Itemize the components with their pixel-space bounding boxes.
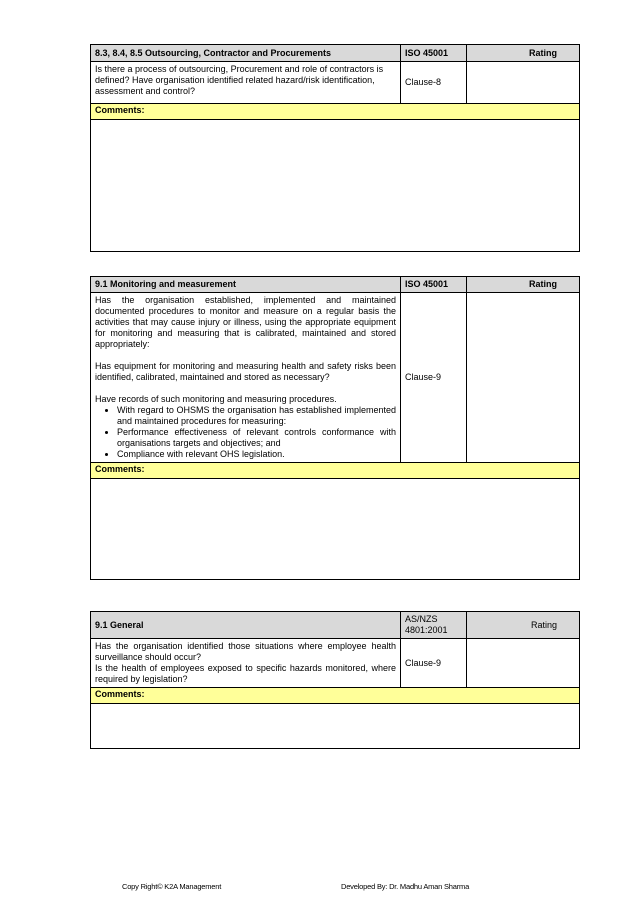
question-text: Is there a process of outsourcing, Procurement and role of contractors is defined? Have organisation identified related hazard/risk identification, assessment and control? <box>91 62 401 104</box>
comments-label: Comments: <box>91 463 580 479</box>
rating-label: Rating <box>467 612 580 639</box>
clause-label: Clause-9 <box>401 639 467 688</box>
footer-developer: Developed By: Dr. Madhu Aman Sharma <box>341 882 470 891</box>
section-title: 9.1 General <box>91 612 401 639</box>
section-title: 8.3, 8.4, 8.5 Outsourcing, Contractor and Procurements <box>91 45 401 62</box>
comments-label: Comments: <box>91 104 580 120</box>
comments-label: Comments: <box>91 688 580 704</box>
section-outsourcing-table <box>90 44 580 252</box>
standard-label <box>401 612 467 639</box>
bullet-list <box>95 405 396 460</box>
footer-copyright: Copy Right© K2A Management <box>122 882 222 891</box>
section-monitoring-table <box>90 276 580 580</box>
rating-cell[interactable] <box>467 62 580 104</box>
question-text <box>91 639 401 688</box>
question-para-1: Has the organisation identified those situations where employee health surveillance should occur? <box>95 641 396 662</box>
section-title: 9.1 Monitoring and measurement <box>91 277 401 293</box>
question-text <box>91 293 401 463</box>
comments-area[interactable] <box>91 704 580 749</box>
list-item: • With regard to OHSMS the organisation has established implemented and maintained procedures for measuring: <box>117 405 396 427</box>
list-item: • Performance effectiveness of relevant controls conformance with organisations targets and objectives; and <box>117 427 396 449</box>
question-para-3: Have records of such monitoring and measuring procedures. <box>95 394 337 404</box>
rating-cell[interactable] <box>467 639 580 688</box>
question-para-2: Is the health of employees exposed to specific hazards monitored, where required by legislation? <box>95 663 396 684</box>
clause-label: Clause-8 <box>401 62 467 104</box>
list-item: • Compliance with relevant OHS legislation. <box>117 449 396 460</box>
question-para-2: Has equipment for monitoring and measuring health and safety risks been identified, calibrated, maintained and stored as necessary? <box>95 361 396 382</box>
standard-line-2: 4801:2001 <box>405 625 448 635</box>
rating-label: Rating <box>467 277 580 293</box>
comments-area[interactable] <box>91 479 580 580</box>
standard-label: ISO 45001 <box>401 45 467 62</box>
rating-label: Rating <box>467 45 580 62</box>
clause-label: Clause-9 <box>401 293 467 463</box>
standard-label: ISO 45001 <box>401 277 467 293</box>
section-general-table <box>90 611 580 749</box>
question-para-1: Has the organisation established, implemented and maintained documented procedures to monitor and measure on a regular basis the activities that may cause injury or illness, using the appropriate equipment for monitoring and measuring that is calibrated, maintained and stored appropriately: <box>95 295 396 349</box>
rating-cell[interactable] <box>467 293 580 463</box>
standard-line-1: AS/NZS <box>405 614 438 624</box>
comments-area[interactable] <box>91 120 580 252</box>
